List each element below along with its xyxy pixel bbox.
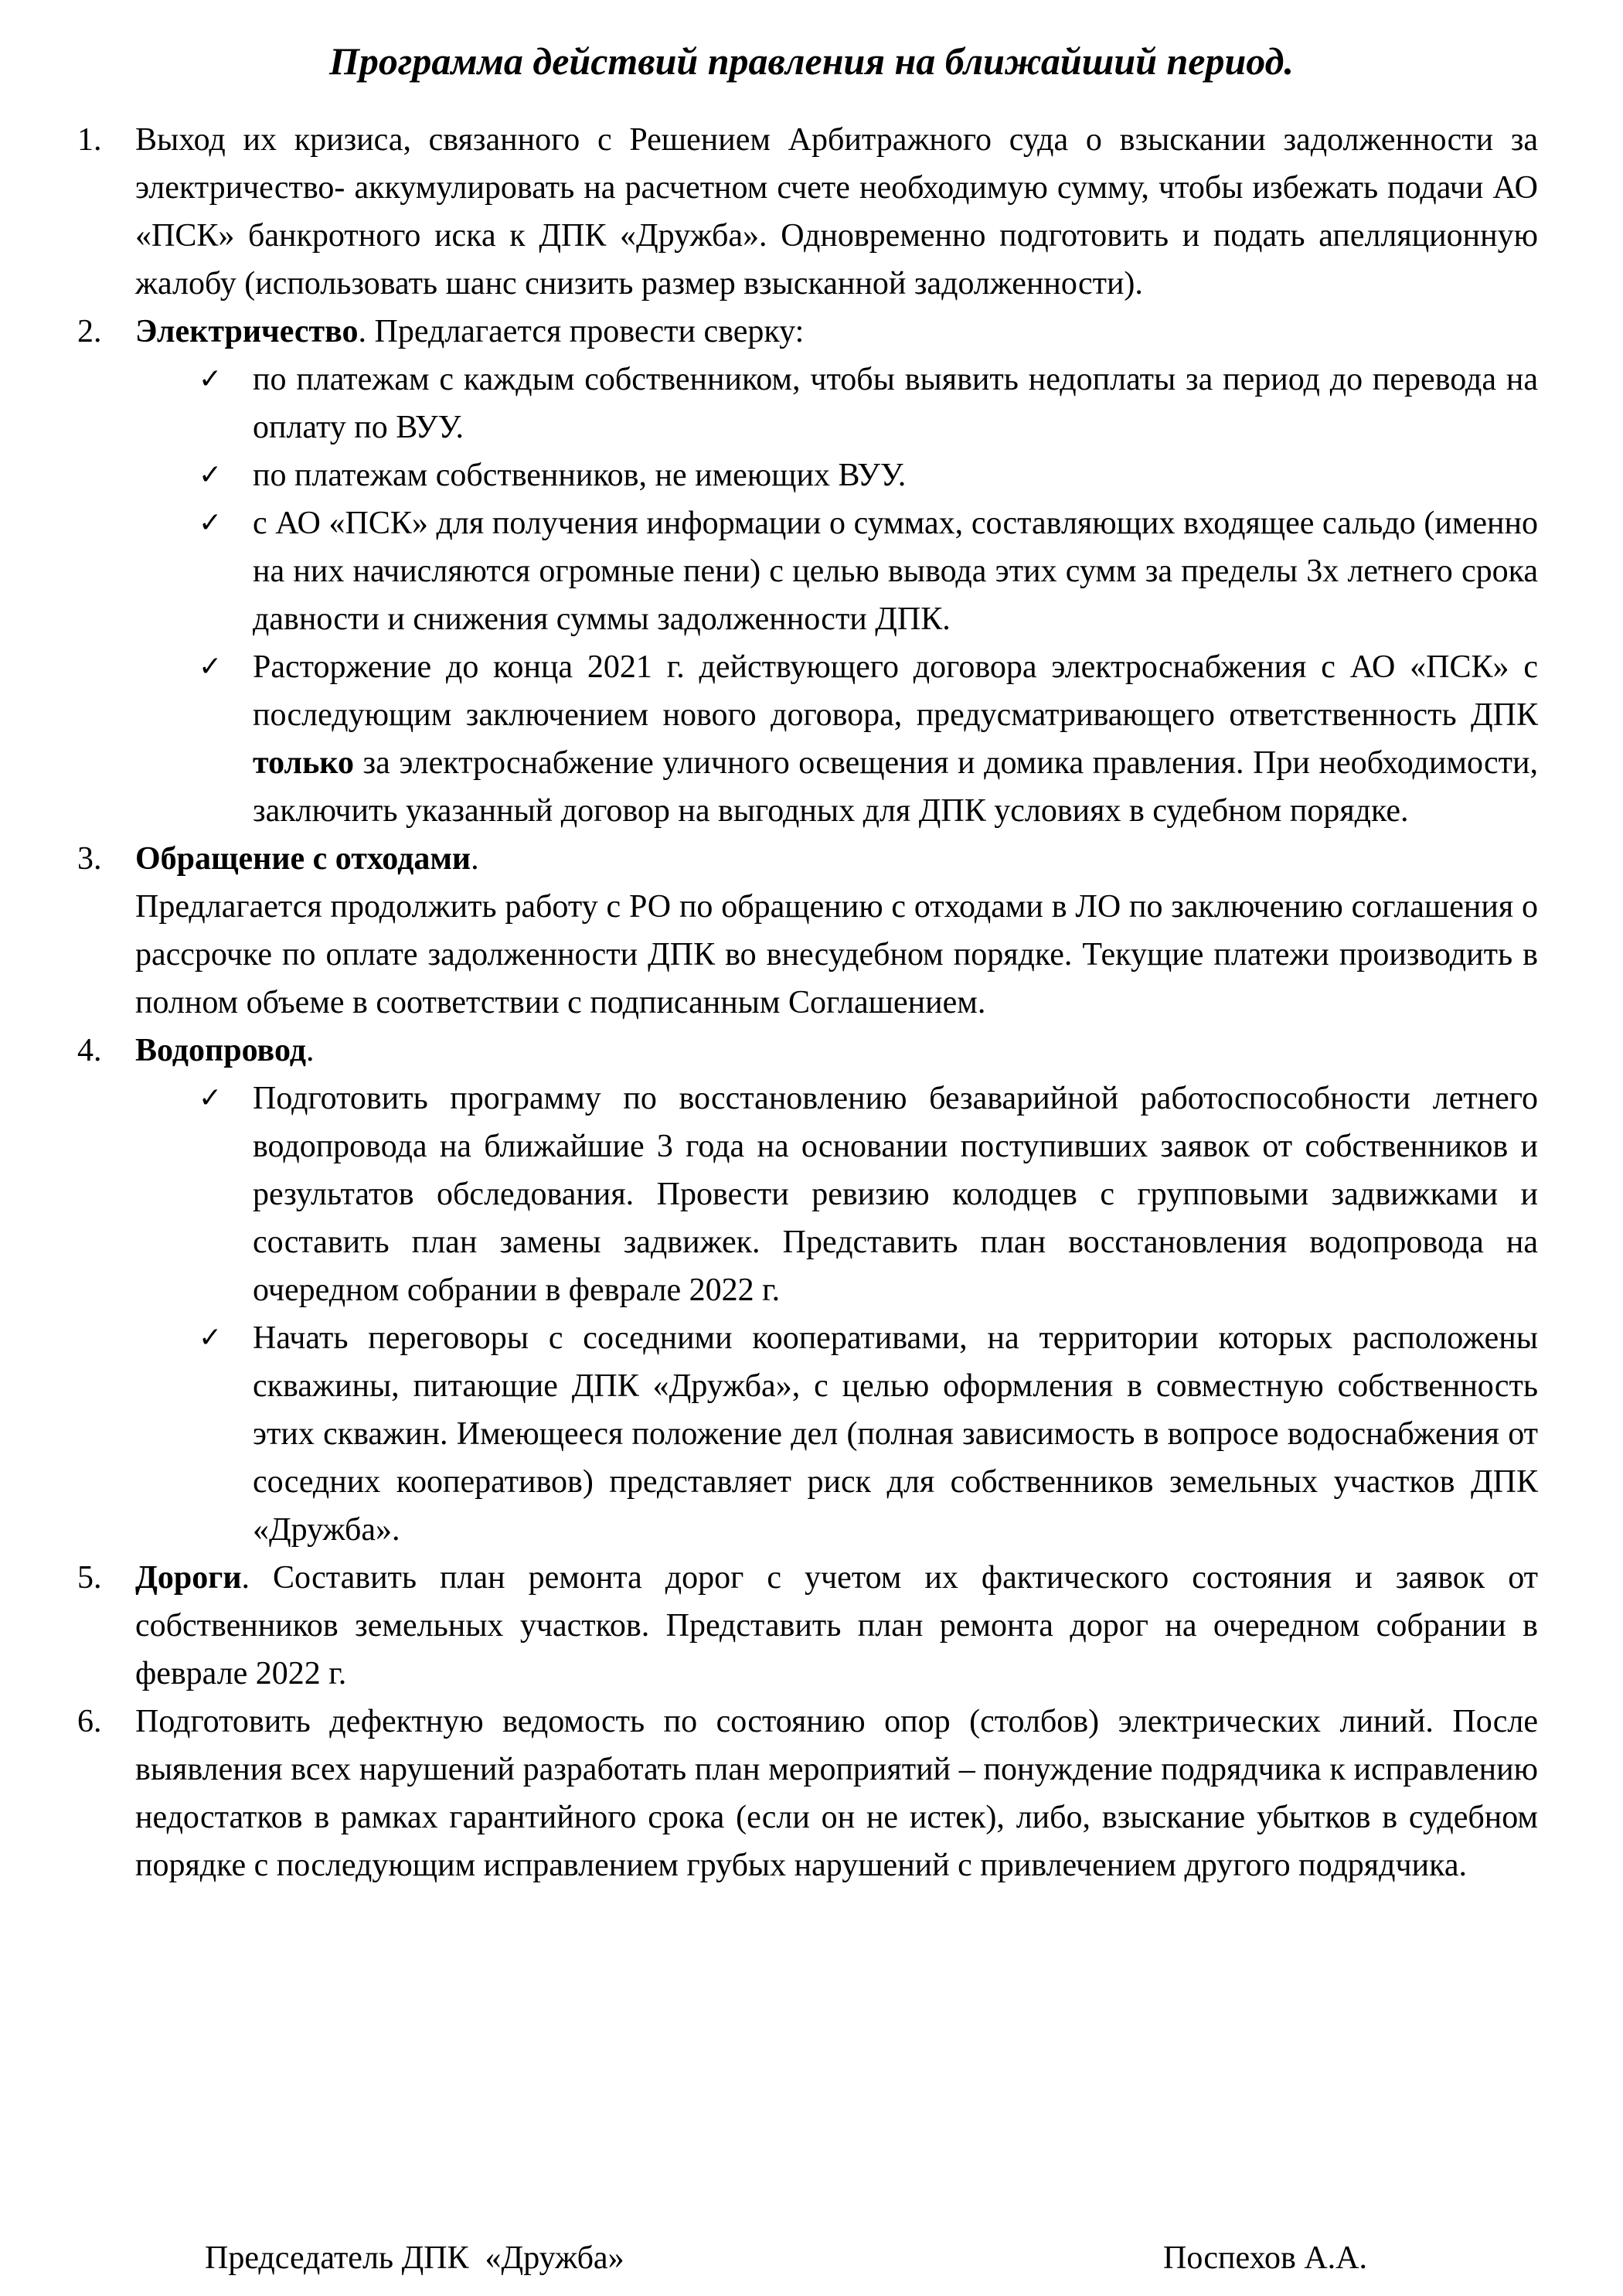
item-text-line: [135, 1554, 1538, 1698]
check-item: [199, 643, 1538, 835]
check-item: [199, 451, 1538, 499]
item-text: Предлагается продолжить работу с РО по обращению с отходами в ЛО по заключению соглашения о рассрочке по оплате задолженности ДПК во внесудебном порядке. Текущие платежи производить в полном объеме в соответствии с подписанным Соглашением.: [135, 889, 1538, 1020]
checkmark-icon: ✓: [199, 651, 223, 683]
item-heading: Электричество: [135, 314, 359, 349]
checkmark-icon: ✓: [199, 1322, 223, 1354]
item-heading-tail: .: [471, 841, 479, 877]
check-text: по платежам с каждым собственником, чтобы выявить недоплаты за период до перевода на оплату по ВУУ.: [253, 362, 1538, 445]
item-text: . Составить план ремонта дорог с учетом их фактического состояния и заявок от собственников земельных участков. Представить план ремонта дорог на очередном собрании в феврале 2022 г.: [135, 1560, 1538, 1691]
check-text: Расторжение до конца 2021 г. действующего договора электроснабжения с АО «ПСК» с последующим заключением нового договора, предусматривающего ответственность ДПК: [253, 649, 1538, 733]
item-heading: Дороги: [135, 1560, 242, 1596]
list-item-3: [77, 835, 1538, 1027]
item-text: Подготовить дефектную ведомость по состоянию опор (столбов) электрических линий. После выявления всех нарушений разработать план мероприятий – понуждение подрядчика к исправлению недостатков в рамках гарантийного срока (если он не истек), либо, взыскание убытков в судебном порядке с последующим исправлением грубых нарушений с привлечением другого подрядчика.: [135, 1704, 1538, 1883]
check-text: по платежам собственников, не имеющих ВУУ.: [253, 458, 907, 493]
checkmark-icon: ✓: [199, 363, 223, 395]
check-text: Подготовить программу по восстановлению безаварийной работоспособности летнего водопровода на ближайшие 3 года на основании поступивших заявок от собственников и результатов обследования. Провести ревизию колодцев с групповыми задвижками и составить план замены задвижек. Представить план восстановления водопровода на очередном собрании в феврале 2022 г.: [253, 1081, 1538, 1308]
list-item-1: [77, 116, 1538, 308]
checkmark-icon: ✓: [199, 459, 223, 491]
list-item-5: [77, 1554, 1538, 1698]
item-heading: Водопровод: [135, 1033, 306, 1068]
check-item: [199, 356, 1538, 451]
item-number: 3.: [77, 841, 102, 877]
signer-name: Поспехов А.А.: [1163, 2240, 1367, 2276]
document-body: [77, 116, 1538, 1889]
check-text: Начать переговоры с соседними кооперативами, на территории которых расположены скважины, питающие ДПК «Дружба», с целью оформления в совместную собственность этих скважин. Имеющееся положение дел (полная зависимость в вопросе водоснабжения от соседних кооперативов) представляет риск для собственников земельных участков ДПК «Дружба».: [253, 1320, 1538, 1548]
list-item-2: [77, 308, 1538, 835]
emphasis-text: только: [253, 745, 354, 781]
check-text: с АО «ПСК» для получения информации о суммах, составляющих входящее сальдо (именно на них начисляются огромные пени) с целью вывода этих сумм за пределы 3х летнего срока давности и снижения суммы задолженности ДПК.: [253, 506, 1538, 637]
list-item-6: [77, 1698, 1538, 1889]
document-title: Программа действий правления на ближайший период.: [329, 39, 1294, 83]
item-heading: Обращение с отходами: [135, 841, 471, 877]
check-list: [135, 356, 1538, 835]
item-heading-tail: .: [306, 1033, 315, 1068]
item-text: Выход их кризиса, связанного с Решением Арбитражного суда о взыскании задолженности за электричество- аккумулировать на расчетном счете необходимую сумму, чтобы избежать подачи АО «ПСК» банкротного иска к ДПК «Дружба». Одновременно подготовить и подать апелляционную жалобу (использовать шанс снизить размер взысканной задолженности).: [135, 122, 1538, 301]
checkmark-icon: ✓: [199, 1082, 223, 1114]
item-number: 1.: [77, 122, 102, 158]
item-heading-line: [135, 308, 1538, 356]
item-number: 2.: [77, 314, 102, 349]
checkmark-icon: ✓: [199, 507, 223, 539]
check-item: [199, 1075, 1538, 1314]
check-item: [199, 499, 1538, 643]
list-item-4: [77, 1027, 1538, 1554]
check-list: [135, 1075, 1538, 1554]
item-heading-line: [135, 835, 1538, 883]
item-intro: . Предлагается провести сверку:: [358, 314, 805, 349]
signer-position: Председатель ДПК «Дружба»: [205, 2240, 624, 2276]
signature-line: [0, 2234, 1623, 2282]
item-heading-line: [135, 1027, 1538, 1075]
item-number: 4.: [77, 1033, 102, 1068]
check-item: [199, 1314, 1538, 1554]
check-text: за электроснабжение уличного освещения и домика правления. При необходимости, заключить указанный договор на выгодных для ДПК условиях в судебном порядке.: [253, 745, 1538, 829]
item-number: 6.: [77, 1704, 102, 1739]
item-number: 5.: [77, 1560, 102, 1596]
